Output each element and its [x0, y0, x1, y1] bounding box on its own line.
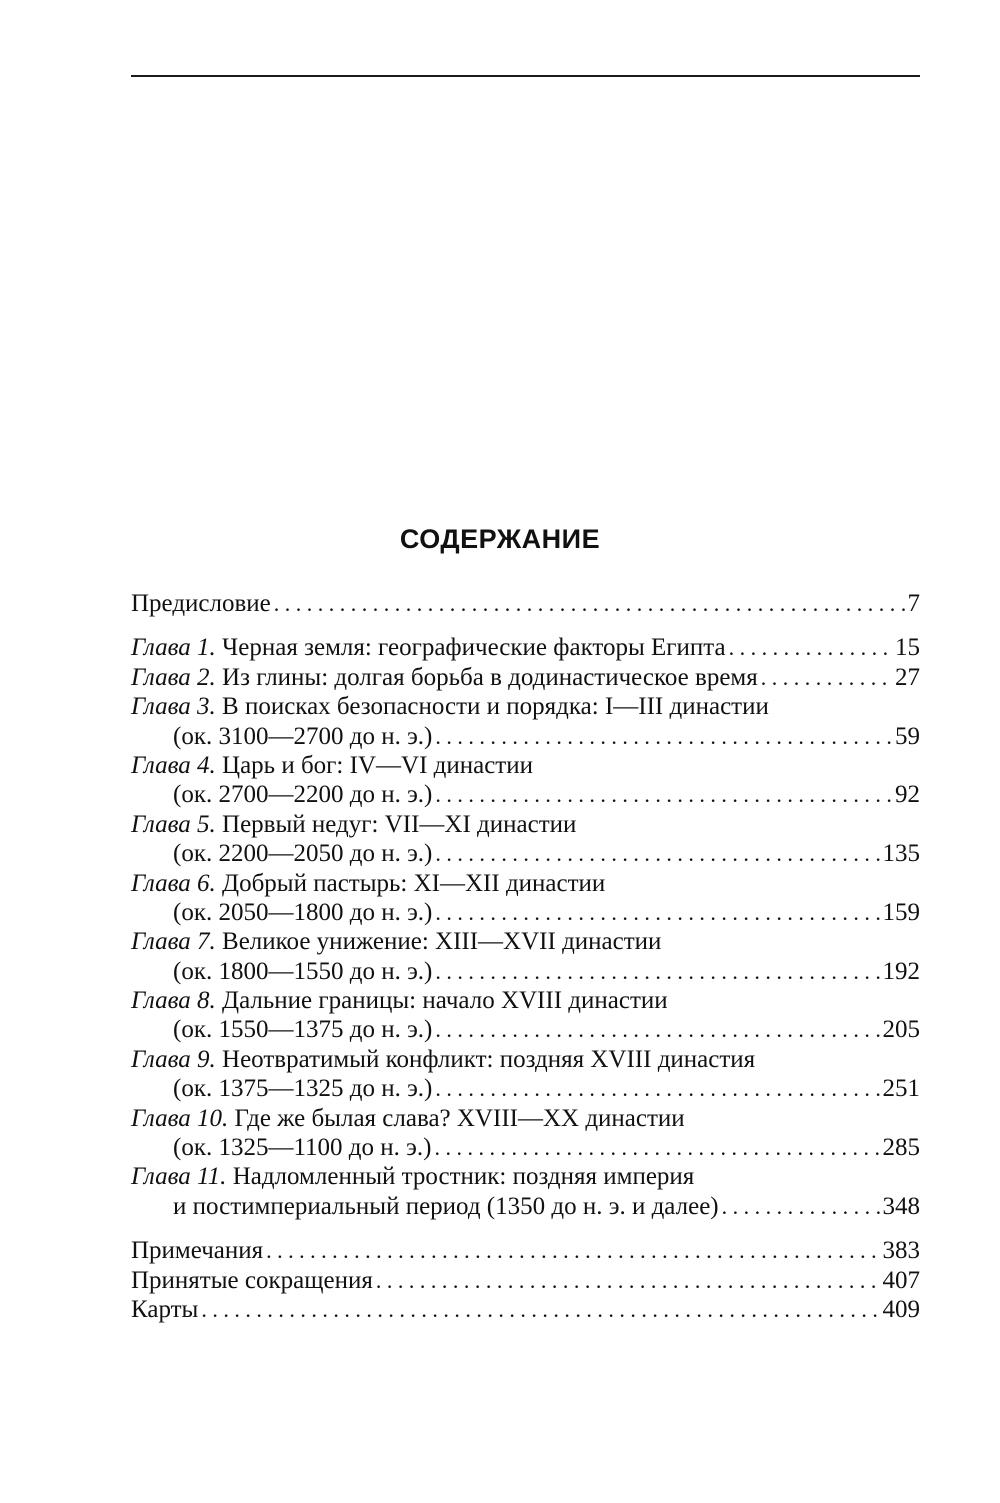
- dot-leader: [435, 839, 879, 868]
- chapter-title: Добрый пастырь: XI—XII династии: [222, 869, 606, 897]
- toc-entry-notes[interactable]: [131, 1236, 920, 1265]
- toc-entry-chapter-1[interactable]: [131, 633, 920, 662]
- chapter-title: Черная земля: географические факторы Египта: [222, 634, 726, 662]
- page-number: 409: [882, 1295, 920, 1323]
- toc-entry-chapter-7[interactable]: [131, 927, 920, 956]
- chapter-title: Великое унижение: XIII—XVII династии: [222, 928, 662, 956]
- dot-leader: [435, 722, 892, 751]
- chapter-dates: (ок. 1550—1375 до н. э.): [173, 1016, 433, 1044]
- chapter-title: Где же былая слава? XVIII—XX династии: [234, 1104, 685, 1132]
- toc-entry-chapter-3[interactable]: [131, 692, 920, 721]
- page-number: 192: [882, 957, 920, 985]
- page-title: СОДЕРЖАНИЕ: [399, 524, 601, 554]
- toc-entry-chapter-5[interactable]: [131, 810, 920, 839]
- page-number: 15: [895, 634, 920, 662]
- page-number: 59: [895, 722, 920, 750]
- toc-entry-chapter-8[interactable]: [131, 986, 920, 1015]
- chapter-dates: (ок. 2700—2200 до н. э.): [173, 781, 433, 809]
- dot-leader: [761, 663, 892, 692]
- chapter-label: Глава 3.: [131, 693, 216, 721]
- toc-entry-chapter-10-dates[interactable]: [131, 1133, 920, 1162]
- dot-leader: [435, 1015, 879, 1044]
- dot-leader: [729, 633, 892, 662]
- toc-entry-chapter-11[interactable]: [131, 1162, 920, 1191]
- dot-leader: [274, 589, 905, 618]
- page-number: 205: [882, 1016, 920, 1044]
- chapter-title: Царь и бог: IV—VI династии: [222, 751, 533, 779]
- page-number: 383: [882, 1237, 920, 1265]
- chapter-title: Из глины: долгая борьба в додинастическое время: [222, 663, 758, 691]
- chapter-title: Неотвратимый конфликт: поздняя XVIII династия: [222, 1045, 756, 1073]
- toc-entry-chapter-2[interactable]: [131, 663, 920, 692]
- toc-entry-chapter-6-dates[interactable]: [131, 898, 920, 927]
- chapter-label: Глава 2.: [131, 663, 216, 691]
- dot-leader: [435, 957, 879, 986]
- toc-entry-preface[interactable]: [131, 589, 920, 618]
- chapter-dates: (ок. 1325—1100 до н. э.): [173, 1134, 432, 1162]
- chapter-label: Глава 5.: [131, 810, 216, 838]
- toc-entry-chapter-11-cont[interactable]: [131, 1192, 920, 1221]
- page-number: 407: [882, 1266, 920, 1294]
- chapter-dates: (ок. 2050—1800 до н. э.): [173, 898, 433, 926]
- dot-leader: [434, 1133, 879, 1162]
- toc-entry-chapter-3-dates[interactable]: [131, 722, 920, 751]
- chapter-label: Глава 1.: [131, 634, 216, 662]
- chapter-title-continued: и постимпериальный период (1350 до н. э. и далее): [173, 1192, 719, 1220]
- chapter-label: Глава 6.: [131, 869, 216, 897]
- dot-leader: [435, 898, 879, 927]
- entry-title: Предисловие: [131, 590, 271, 617]
- chapter-title: В поисках безопасности и порядка: I—III династии: [222, 693, 769, 721]
- entry-title: Карты: [131, 1295, 199, 1323]
- page-number: 159: [882, 898, 920, 926]
- toc-entry-chapter-8-dates[interactable]: [131, 1015, 920, 1044]
- chapter-label: Глава 9.: [131, 1045, 216, 1073]
- toc-entry-chapter-5-dates[interactable]: [131, 839, 920, 868]
- chapter-title: Дальние границы: начало XVIII династии: [222, 987, 668, 1015]
- chapter-label: Глава 4.: [131, 751, 216, 779]
- entry-title: Примечания: [131, 1237, 264, 1265]
- chapter-title: Надломленный тростник: поздняя империя: [232, 1163, 695, 1191]
- chapter-dates: (ок. 1375—1325 до н. э.): [173, 1075, 433, 1103]
- chapter-dates: (ок. 3100—2700 до н. э.): [173, 722, 433, 750]
- chapter-label: Глава 7.: [131, 928, 216, 956]
- toc-entry-chapter-10[interactable]: [131, 1104, 920, 1133]
- dot-leader: [376, 1266, 880, 1295]
- toc-entry-chapter-6[interactable]: [131, 869, 920, 898]
- toc-entry-chapter-7-dates[interactable]: [131, 957, 920, 986]
- chapter-title: Первый недуг: VII—XI династии: [222, 810, 577, 838]
- toc-entry-chapter-4-dates[interactable]: [131, 780, 920, 809]
- top-rule: [131, 75, 920, 77]
- chapter-label: Глава 11.: [131, 1163, 227, 1191]
- toc-entry-chapter-4[interactable]: [131, 751, 920, 780]
- page-number: 27: [895, 663, 920, 691]
- chapter-label: Глава 10.: [131, 1104, 229, 1132]
- toc-entry-chapter-9-dates[interactable]: [131, 1074, 920, 1103]
- toc-entry-abbreviations[interactable]: [131, 1266, 920, 1295]
- page-number: 285: [882, 1134, 920, 1162]
- dot-leader: [435, 780, 892, 809]
- table-of-contents: [131, 589, 920, 1324]
- page-number: 7: [907, 590, 920, 617]
- dot-leader: [435, 1074, 879, 1103]
- page-number: 251: [882, 1075, 920, 1103]
- toc-entry-chapter-9[interactable]: [131, 1045, 920, 1074]
- chapter-label: Глава 8.: [131, 987, 216, 1015]
- page-number: 92: [895, 781, 920, 809]
- page-number: 348: [882, 1192, 920, 1220]
- chapter-dates: (ок. 1800—1550 до н. э.): [173, 957, 433, 985]
- dot-leader: [201, 1295, 879, 1324]
- chapter-dates: (ок. 2200—2050 до н. э.): [173, 840, 433, 868]
- entry-title: Принятые сокращения: [131, 1266, 373, 1294]
- page-number: 135: [882, 840, 920, 868]
- dot-leader: [722, 1192, 880, 1221]
- dot-leader: [266, 1236, 879, 1265]
- toc-entry-maps[interactable]: [131, 1295, 920, 1324]
